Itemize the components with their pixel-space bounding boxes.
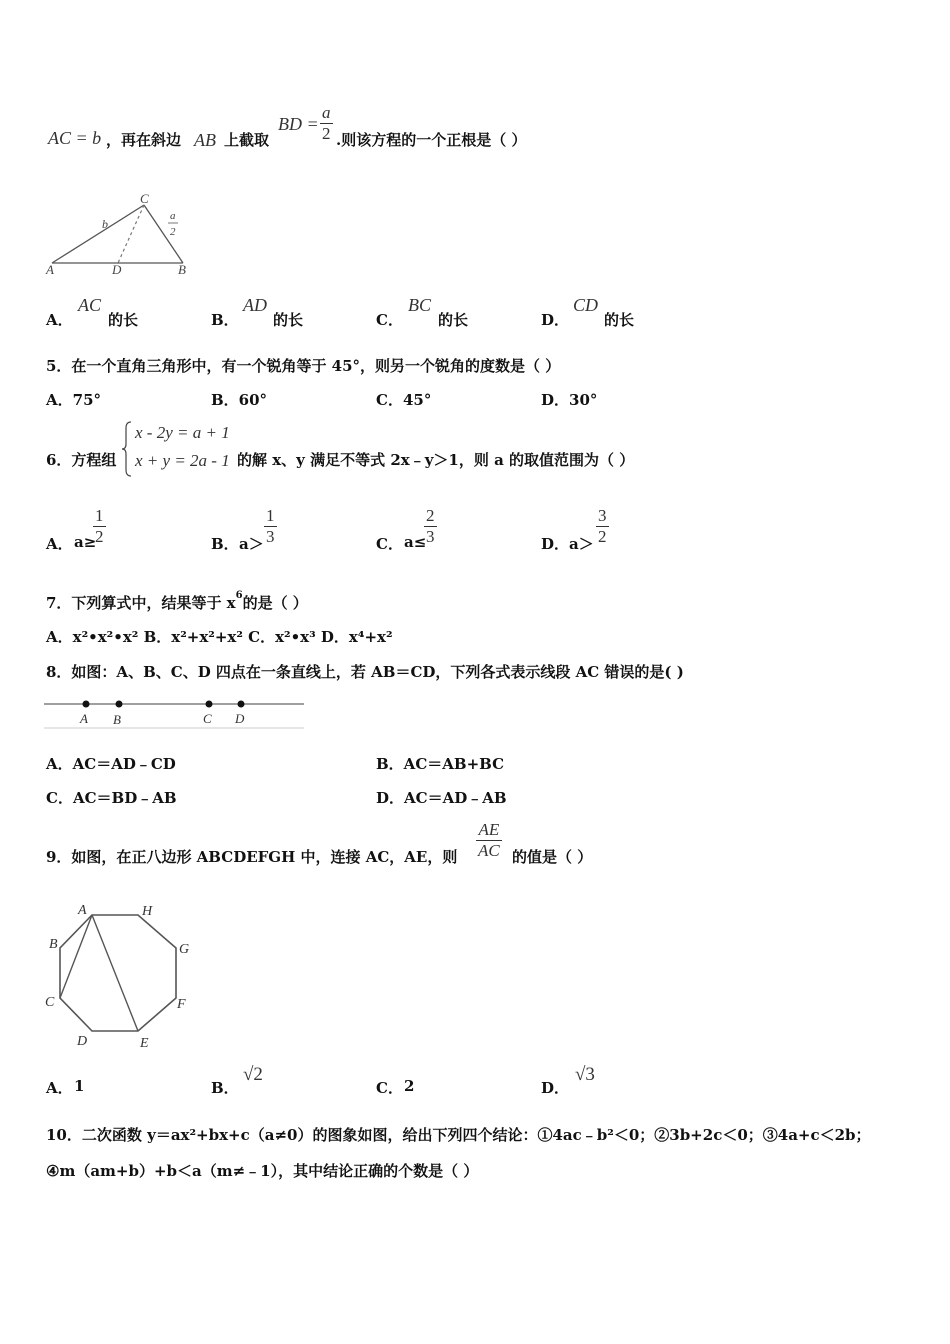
q6-prefix: 6．方程组 bbox=[46, 451, 117, 469]
q6-option-c-num: 2 bbox=[426, 506, 435, 525]
q4-fig-label-side-b: b bbox=[102, 217, 108, 231]
q4-option-a-suffix: 的长 bbox=[108, 311, 139, 329]
q6-option-b-letter: B． bbox=[211, 535, 239, 553]
q9-option-b-letter: B． bbox=[211, 1079, 239, 1097]
q6-option-d-num: 3 bbox=[598, 506, 607, 525]
q6-option-a-fraction bbox=[93, 506, 106, 547]
q6-eq1: x - 2y = a + 1 bbox=[135, 423, 230, 442]
q4-option-c-letter: C． bbox=[376, 311, 403, 329]
q4-option-c-expr: BC bbox=[408, 295, 432, 315]
q6-brace-icon bbox=[121, 420, 133, 478]
q6-option-b-fraction bbox=[264, 506, 277, 547]
q4-expr-bd: BD = bbox=[278, 114, 319, 134]
q9-fig-label-f: F bbox=[177, 997, 186, 1012]
q7-stem-pre: 7．下列算式中，结果等于 x bbox=[46, 594, 236, 612]
q6-option-c-letter: C． bbox=[376, 535, 403, 553]
q9-octagon-figure bbox=[40, 898, 200, 1053]
q4-expr-ab: AB bbox=[194, 130, 216, 150]
q9-fig-label-a: A bbox=[78, 903, 87, 918]
q9-fig-label-e: E bbox=[140, 1036, 149, 1051]
q6-option-b-rel: a＞ bbox=[239, 535, 264, 553]
q6-option-b-den: 3 bbox=[266, 527, 275, 546]
q8-stem: 8．如图：A、B、C、D 四点在一条直线上，若 AB＝CD，下列各式表示线段 AC 错误的是( ) bbox=[46, 663, 684, 681]
q4-fig-label-c: C bbox=[140, 191, 149, 206]
q6-eq2: x + y = 2a - 1 bbox=[135, 451, 230, 470]
q4-fig-label-two: 2 bbox=[170, 226, 176, 238]
q9-fig-label-g: G bbox=[179, 942, 190, 957]
q9-frac-den: AC bbox=[478, 841, 500, 860]
q7-stem-post: 的是（ ） bbox=[242, 594, 308, 612]
q8-option-c: C．AC＝BD﹣AB bbox=[46, 789, 177, 807]
q4-triangle-figure bbox=[40, 190, 200, 280]
q6-option-a-letter: A． bbox=[46, 535, 73, 553]
q4-option-d-suffix: 的长 bbox=[604, 311, 635, 329]
q4-fig-label-d: D bbox=[112, 262, 122, 277]
q4-bd-den: 2 bbox=[322, 124, 331, 143]
q9-frac-num: AE bbox=[478, 820, 500, 839]
q9-fraction bbox=[476, 820, 502, 861]
q9-option-d-letter: D． bbox=[541, 1079, 570, 1097]
q8-option-a: A．AC＝AD﹣CD bbox=[46, 755, 176, 773]
q9-option-d-value: √3 bbox=[575, 1064, 595, 1085]
q4-option-b-expr: AD bbox=[243, 295, 267, 315]
q9-fig-label-b: B bbox=[49, 937, 58, 952]
q9-option-c-letter: C． bbox=[376, 1079, 403, 1097]
q4-bd-num: a bbox=[322, 103, 331, 122]
q5-stem: 5．在一个直角三角形中，有一个锐角等于 45°，则另一个锐角的度数是（ ） bbox=[46, 357, 561, 375]
q6-option-a-rel: a≥ bbox=[74, 533, 97, 551]
q6-option-c-fraction bbox=[424, 506, 437, 547]
q9-option-a-value: 1 bbox=[74, 1077, 85, 1095]
q4-fig-label-b: B bbox=[178, 262, 186, 277]
q10-line-1: 10．二次函数 y＝ax²+bx+c（a≠0）的图象如图，给出下列四个结论：①4ac﹣b²＜0；②3b+2c＜0；③4a+c＜2b； bbox=[46, 1126, 871, 1144]
q9-option-a-letter: A． bbox=[46, 1079, 73, 1097]
q6-option-d-fraction bbox=[596, 506, 609, 547]
q10-line-2: ④m（am+b）+b＜a（m≠﹣1），其中结论正确的个数是（ ） bbox=[46, 1162, 479, 1180]
q5-option-b: B．60° bbox=[211, 391, 268, 409]
q9-fig-label-h: H bbox=[142, 904, 153, 919]
q4-option-d-letter: D． bbox=[541, 311, 570, 329]
q6-option-a-num: 1 bbox=[95, 506, 104, 525]
q6-option-c-den: 3 bbox=[426, 527, 435, 546]
q4-bd-fraction bbox=[320, 103, 333, 144]
q6-option-a-den: 2 bbox=[95, 527, 104, 546]
q8-fig-label-c: C bbox=[203, 711, 212, 726]
q6-option-d-rel: a＞ bbox=[569, 535, 594, 553]
q4-option-a-expr: AC bbox=[78, 295, 102, 315]
q6-option-d-den: 2 bbox=[598, 527, 607, 546]
q6-option-d-letter: D． bbox=[541, 535, 570, 553]
q4-option-d-expr: CD bbox=[573, 295, 599, 315]
q7-stem-exp: 6 bbox=[235, 590, 243, 601]
q4-expr-ac: AC = b bbox=[48, 128, 102, 148]
q5-option-a: A．75° bbox=[46, 391, 102, 409]
q5-option-d: D．30° bbox=[541, 391, 598, 409]
q4-fig-label-side-a: a bbox=[170, 210, 176, 222]
q4-text-1: ，再在斜边 bbox=[106, 131, 182, 149]
q9-stem-post: 的值是（ ） bbox=[512, 848, 593, 866]
q4-option-b-letter: B． bbox=[211, 311, 239, 329]
q4-option-b-suffix: 的长 bbox=[273, 311, 304, 329]
q4-option-c-suffix: 的长 bbox=[438, 311, 469, 329]
q7-stem bbox=[46, 592, 308, 613]
q8-fig-label-b: B bbox=[113, 712, 121, 727]
q6-option-b-num: 1 bbox=[266, 506, 275, 525]
q4-text-2: 上截取 bbox=[224, 131, 270, 149]
q8-fig-label-a: A bbox=[80, 711, 88, 726]
q8-fig-label-d: D bbox=[235, 711, 245, 726]
q6-suffix: 的解 x、y 满足不等式 2x﹣y＞1，则 a 的取值范围为（ ） bbox=[237, 451, 635, 469]
q4-fig-label-a: A bbox=[46, 262, 54, 277]
q5-option-c: C．45° bbox=[376, 391, 432, 409]
q8-option-b: B．AC＝AB+BC bbox=[376, 755, 505, 773]
q9-option-c-value: 2 bbox=[404, 1077, 415, 1095]
q4-option-a-letter: A． bbox=[46, 311, 73, 329]
q9-fig-label-c: C bbox=[45, 995, 55, 1010]
q9-option-b-value: √2 bbox=[243, 1064, 263, 1085]
q9-stem-pre: 9．如图，在正八边形 ABCDEFGH 中，连接 AC，AE，则 bbox=[46, 848, 458, 866]
q7-options: A．x²•x²•x² B．x²+x²+x² C．x²•x³ D．x⁴+x² bbox=[46, 628, 393, 646]
q9-fig-label-d: D bbox=[77, 1034, 88, 1049]
q4-text-3: .则该方程的一个正根是（ ） bbox=[336, 131, 527, 149]
q8-line-figure bbox=[44, 695, 306, 731]
q8-option-d: D．AC＝AD﹣AB bbox=[376, 789, 507, 807]
q6-option-c-rel: a≤ bbox=[404, 533, 427, 551]
